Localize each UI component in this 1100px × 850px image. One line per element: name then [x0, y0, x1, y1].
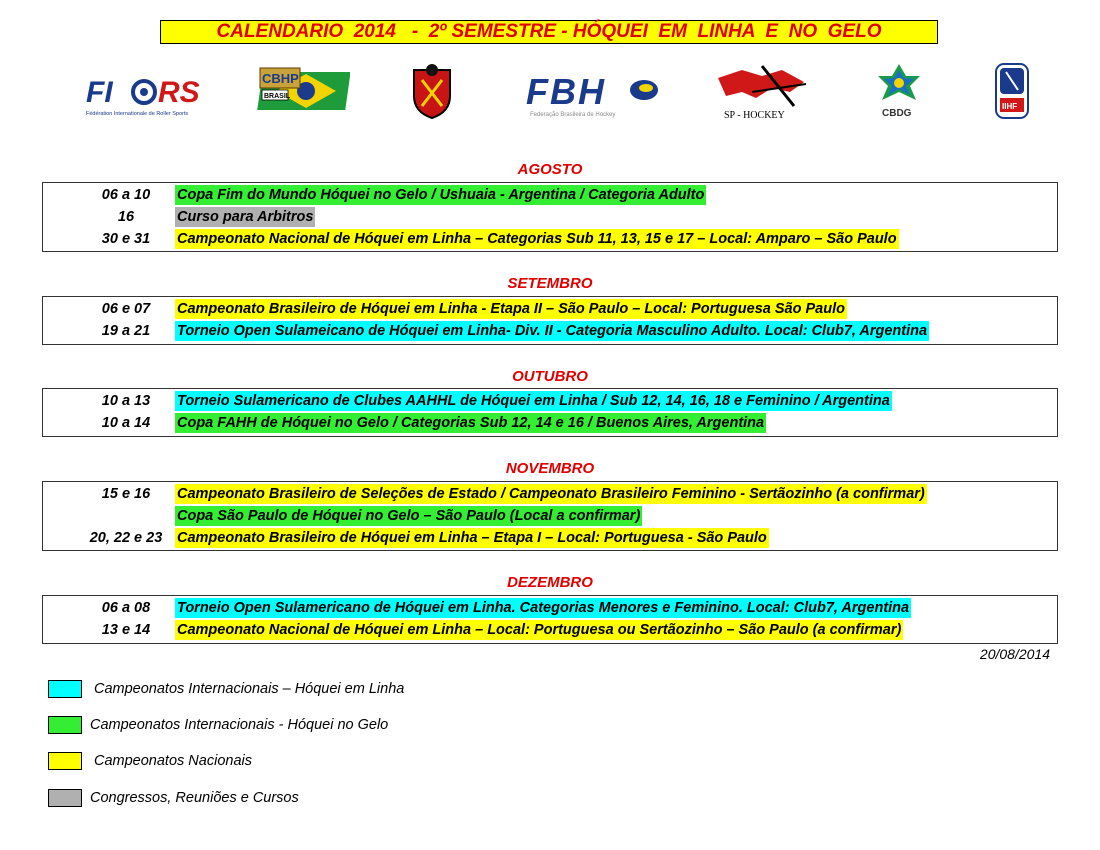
cbhp-logo: [256, 62, 350, 122]
event-title: Torneio Sulamericano de Clubes AAHHL de Hóquei em Linha / Sub 12, 14, 16, 18 e Feminino / Argentina: [177, 393, 890, 409]
month-block-dezembro: [42, 595, 1058, 644]
event-date: 16: [117, 209, 135, 225]
event-row: [43, 184, 1057, 206]
legend-label: Campeonatos Internacionais – Hóquei em Linha: [94, 681, 405, 697]
month-heading-setembro: SETEMBRO: [507, 275, 593, 292]
legend-label: Campeonatos Nacionais: [94, 753, 252, 769]
event-title: Campeonato Brasileiro de Seleções de Estado / Campeonato Brasileiro Feminino - Sertãozinho (a confirmar): [177, 486, 925, 502]
event-row: [43, 619, 1057, 641]
event-row: [43, 206, 1057, 228]
event-title: Torneio Open Sulameicano de Hóquei em Linha- Div. II - Categoria Masculino Adulto. Local: Club7, Argentina: [177, 323, 928, 339]
legend-swatch-gray: [48, 789, 82, 807]
event-date: 10 a 14: [101, 415, 151, 431]
event-title: Copa Fim do Mundo Hóquei no Gelo / Ushuaia - Argentina / Categoria Adulto: [177, 187, 705, 203]
legend-swatch-cyan: [48, 680, 82, 698]
cbdg-logo: [876, 62, 922, 122]
event-row: [43, 527, 1057, 549]
fbh-logo-sub: Federação Brasileira de Hockey: [530, 112, 616, 118]
event-row: [43, 298, 1057, 320]
event-date: 06 a 10: [101, 187, 151, 203]
event-date: 20, 22 e 23: [89, 530, 163, 546]
shield-logo: [410, 62, 454, 122]
event-title: Copa FAHH de Hóquei no Gelo / Categorias Sub 12, 14 e 16 / Buenos Aires, Argentina: [177, 415, 765, 431]
event-title: Curso para Arbitros: [177, 209, 314, 225]
event-date: 19 a 21: [101, 323, 151, 339]
sp-hockey-logo: [712, 62, 812, 122]
month-block-outubro: [42, 388, 1058, 437]
event-date: 06 e 07: [101, 301, 151, 317]
event-row: [43, 228, 1057, 250]
event-title: Torneio Open Sulamericano de Hóquei em Linha. Categorias Menores e Feminino. Local: Club7, Argentina: [177, 600, 910, 616]
sp-hockey-logo-main: SP - HOCKEY: [724, 110, 785, 121]
fiors-logo-sub: Fédération Internationale de Roller Sports: [86, 111, 189, 117]
iihf-logo-main: IIHF: [1002, 102, 1018, 111]
fbh-logo: [524, 62, 664, 122]
fiors-logo-side: RS: [158, 76, 200, 109]
month-block-setembro: [42, 296, 1058, 345]
fiors-logo-main: FI: [86, 76, 113, 109]
legend-label: Campeonatos Internacionais - Hóquei no Gelo: [90, 717, 389, 733]
event-row: [43, 597, 1057, 619]
month-heading-outubro: OUTUBRO: [512, 368, 588, 385]
legend-swatch-yellow: [48, 752, 82, 770]
update-date: 20/08/2014: [979, 646, 1050, 662]
event-row: [43, 412, 1057, 434]
page-title: CALENDARIO 2014 - 2º SEMESTRE - HÓQUEI EM LINHA E NO GELO: [160, 20, 938, 44]
cbdg-logo-main: CBDG: [882, 108, 912, 119]
event-title: Campeonato Brasileiro de Hóquei em Linha – Etapa I – Local: Portuguesa - São Paulo: [177, 530, 767, 546]
fiors-logo: [84, 62, 204, 122]
event-title: Campeonato Nacional de Hóquei em Linha – Categorias Sub 11, 13, 15 e 17 – Local: Amparo – São Paulo: [177, 231, 897, 247]
legend-label: Congressos, Reuniões e Cursos: [90, 790, 299, 806]
cbhp-logo-main: CBHP: [262, 71, 299, 86]
event-date: 15 e 16: [101, 486, 151, 502]
month-block-agosto: [42, 182, 1058, 252]
event-title: Campeonato Nacional de Hóquei em Linha – Local: Portuguesa ou Sertãozinho – São Paulo (a confirmar): [177, 622, 902, 638]
event-row: [43, 320, 1057, 342]
month-block-novembro: [42, 481, 1058, 551]
event-title: Campeonato Brasileiro de Hóquei em Linha - Etapa II – São Paulo – Local: Portuguesa São Paulo: [177, 301, 845, 317]
event-row: [43, 505, 1057, 527]
event-row: [43, 390, 1057, 412]
event-row: [43, 483, 1057, 505]
month-heading-novembro: NOVEMBRO: [505, 460, 595, 477]
cbhp-logo-sub: BRASIL: [264, 93, 291, 100]
fbh-logo-main: FBH: [526, 71, 606, 112]
month-heading-agosto: AGOSTO: [517, 161, 583, 178]
event-date: 10 a 13: [101, 393, 151, 409]
event-title: Copa São Paulo de Hóquei no Gelo – São Paulo (Local a confirmar): [177, 508, 641, 524]
month-heading-dezembro: DEZEMBRO: [507, 574, 593, 591]
legend-swatch-green: [48, 716, 82, 734]
event-date: 06 a 08: [101, 600, 151, 616]
event-date: 30 e 31: [101, 231, 151, 247]
logos-row: [60, 62, 1050, 128]
event-date: 13 e 14: [101, 622, 151, 638]
iihf-logo: [992, 62, 1032, 122]
